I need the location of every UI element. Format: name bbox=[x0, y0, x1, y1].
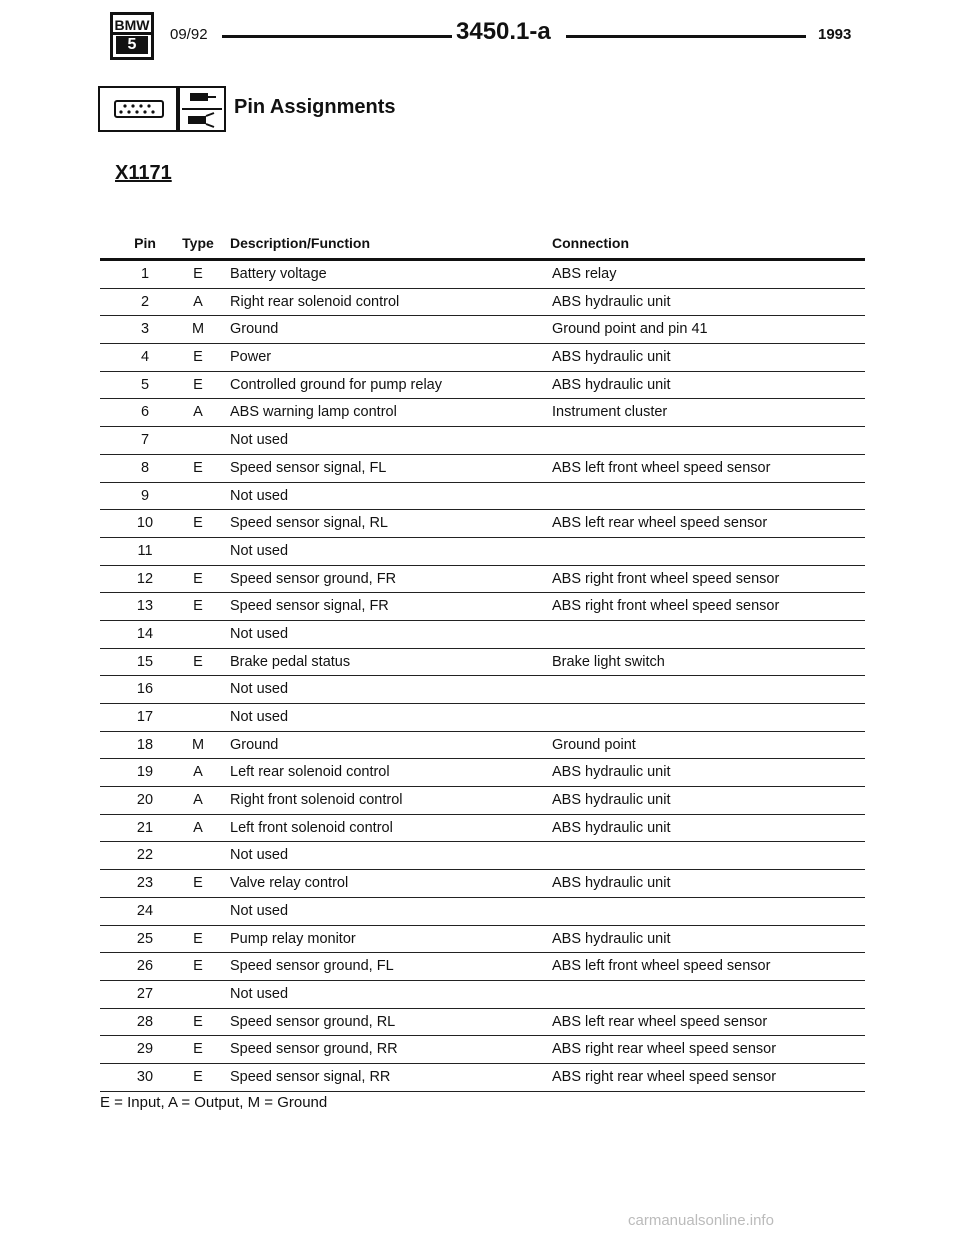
table-row bbox=[100, 1009, 865, 1037]
cell-connection: ABS right rear wheel speed sensor bbox=[552, 1068, 777, 1085]
cell-connection: ABS right front wheel speed sensor bbox=[552, 570, 780, 587]
cell-type: E bbox=[193, 266, 203, 282]
cell-pin: 3 bbox=[140, 321, 150, 338]
cell-type: E bbox=[193, 459, 203, 476]
cell-description: Ground bbox=[230, 736, 279, 753]
cell-type: E bbox=[193, 875, 203, 892]
table-row bbox=[100, 510, 865, 538]
cell-type: E bbox=[193, 376, 203, 393]
cell-type: E bbox=[193, 930, 203, 947]
table-row bbox=[100, 427, 865, 455]
cell-pin: 30 bbox=[136, 1068, 154, 1085]
title-icon-group bbox=[98, 86, 228, 134]
cell-type: E bbox=[193, 958, 203, 975]
cell-pin: 21 bbox=[136, 819, 154, 836]
cell-connection: Ground point bbox=[552, 736, 636, 753]
table-row bbox=[100, 732, 865, 760]
cell-type: M bbox=[191, 321, 205, 338]
header-rule-right bbox=[566, 35, 806, 38]
cell-type: A bbox=[193, 819, 203, 836]
cell-description: ABS warning lamp control bbox=[230, 404, 397, 421]
pin-assignment-table bbox=[100, 232, 865, 1092]
table-header bbox=[100, 232, 865, 258]
cell-description: Valve relay control bbox=[230, 875, 349, 892]
cell-pin: 24 bbox=[136, 902, 154, 919]
table-row bbox=[100, 289, 865, 317]
cell-pin: 7 bbox=[140, 432, 150, 449]
table-row bbox=[100, 316, 865, 344]
cell-pin: 12 bbox=[136, 570, 154, 587]
cell-pin: 1 bbox=[140, 266, 150, 282]
header-pin: Pin bbox=[134, 235, 156, 251]
cell-description: Not used bbox=[230, 847, 289, 864]
cell-description: Not used bbox=[230, 625, 289, 642]
cell-pin: 11 bbox=[137, 542, 153, 559]
cell-description: Pump relay monitor bbox=[230, 930, 356, 947]
table-row bbox=[100, 649, 865, 677]
cell-type: E bbox=[193, 349, 203, 366]
table-row bbox=[100, 1064, 865, 1092]
cell-description: Speed sensor ground, RR bbox=[230, 1041, 398, 1058]
pin-terminal-icon bbox=[178, 86, 226, 132]
cell-description: Brake pedal status bbox=[230, 653, 351, 670]
cell-pin: 18 bbox=[136, 736, 154, 753]
cell-type: A bbox=[193, 764, 203, 781]
table-row bbox=[100, 538, 865, 566]
bmw-5-series-logo bbox=[110, 12, 154, 60]
cell-type: E bbox=[193, 1041, 203, 1058]
cell-connection: ABS right front wheel speed sensor bbox=[552, 598, 780, 615]
table-row bbox=[100, 1036, 865, 1064]
cell-description: Not used bbox=[230, 432, 289, 449]
table-row bbox=[100, 953, 865, 981]
cell-connection: Brake light switch bbox=[552, 653, 665, 670]
header-type: Type bbox=[182, 235, 214, 251]
cell-pin: 22 bbox=[136, 847, 154, 864]
table-row bbox=[100, 842, 865, 870]
cell-description: Power bbox=[230, 349, 272, 366]
header-description: Description/Function bbox=[230, 235, 370, 251]
cell-pin: 2 bbox=[140, 293, 150, 310]
cell-connection: ABS hydraulic unit bbox=[552, 764, 671, 781]
cell-connection: ABS left rear wheel speed sensor bbox=[552, 1013, 768, 1030]
cell-description: Ground bbox=[230, 321, 279, 338]
cell-description: Speed sensor signal, FR bbox=[230, 598, 389, 615]
table-row bbox=[100, 261, 865, 289]
cell-description: Speed sensor ground, FR bbox=[230, 570, 397, 587]
table-row bbox=[100, 483, 865, 511]
cell-connection: ABS right rear wheel speed sensor bbox=[552, 1041, 777, 1058]
table-row bbox=[100, 566, 865, 594]
logo-brand: BMW bbox=[114, 17, 150, 33]
cell-connection: ABS hydraulic unit bbox=[552, 819, 671, 836]
connector-face-icon bbox=[98, 86, 178, 132]
page-header bbox=[0, 0, 960, 70]
cell-pin: 10 bbox=[136, 515, 154, 532]
cell-type: E bbox=[193, 653, 203, 670]
cell-description: Not used bbox=[230, 542, 289, 559]
table-body bbox=[100, 261, 865, 1092]
cell-type: A bbox=[193, 792, 203, 809]
cell-description: Right front solenoid control bbox=[230, 792, 403, 809]
cell-type: E bbox=[193, 1013, 203, 1030]
table-row bbox=[100, 759, 865, 787]
table-row bbox=[100, 593, 865, 621]
header-year: 1993 bbox=[818, 26, 852, 43]
cell-description: Not used bbox=[230, 709, 289, 725]
cell-pin: 9 bbox=[140, 487, 150, 504]
table-row bbox=[100, 981, 865, 1009]
header-connection: Connection bbox=[552, 235, 629, 251]
cell-connection: ABS relay bbox=[552, 266, 617, 282]
document-code: 3450.1-a bbox=[456, 18, 551, 45]
cell-pin: 8 bbox=[140, 459, 150, 476]
cell-pin: 20 bbox=[136, 792, 154, 809]
cell-type: E bbox=[193, 570, 203, 587]
cell-description: Not used bbox=[230, 487, 289, 504]
cell-connection: ABS hydraulic unit bbox=[552, 875, 671, 892]
table-row bbox=[100, 676, 865, 704]
cell-pin: 26 bbox=[136, 958, 154, 975]
cell-description: Not used bbox=[230, 902, 289, 919]
table-row bbox=[100, 898, 865, 926]
header-rule-left bbox=[222, 35, 452, 38]
table-row bbox=[100, 621, 865, 649]
table-row bbox=[100, 704, 865, 732]
watermark: carmanualsonline.info bbox=[628, 1212, 774, 1229]
table-row bbox=[100, 455, 865, 483]
cell-pin: 29 bbox=[136, 1041, 154, 1058]
cell-description: Battery voltage bbox=[230, 266, 327, 282]
cell-pin: 17 bbox=[136, 709, 154, 725]
page-title: Pin Assignments bbox=[234, 96, 396, 118]
logo-series: 5 bbox=[116, 36, 148, 54]
cell-connection: ABS hydraulic unit bbox=[552, 349, 671, 366]
cell-type: E bbox=[193, 1068, 203, 1085]
cell-connection: ABS left front wheel speed sensor bbox=[552, 958, 771, 975]
table-row bbox=[100, 344, 865, 372]
cell-pin: 13 bbox=[136, 598, 154, 615]
cell-description: Not used bbox=[230, 681, 289, 698]
table-row bbox=[100, 787, 865, 815]
cell-description: Speed sensor signal, FL bbox=[230, 459, 387, 476]
cell-connection: ABS hydraulic unit bbox=[552, 293, 671, 310]
cell-connection: Instrument cluster bbox=[552, 404, 668, 421]
cell-connection: ABS hydraulic unit bbox=[552, 792, 671, 809]
table-row bbox=[100, 926, 865, 954]
table-row bbox=[100, 372, 865, 400]
cell-description: Controlled ground for pump relay bbox=[230, 376, 442, 393]
cell-type: M bbox=[191, 736, 205, 753]
cell-connection: ABS hydraulic unit bbox=[552, 930, 671, 947]
cell-type: A bbox=[193, 293, 203, 310]
cell-type: E bbox=[193, 598, 203, 615]
cell-pin: 16 bbox=[136, 681, 154, 698]
cell-connection: ABS hydraulic unit bbox=[552, 376, 671, 393]
cell-pin: 6 bbox=[140, 404, 150, 421]
header-date: 09/92 bbox=[170, 26, 208, 43]
cell-pin: 4 bbox=[140, 349, 150, 366]
cell-pin: 5 bbox=[140, 376, 150, 393]
cell-pin: 23 bbox=[136, 875, 154, 892]
table-row bbox=[100, 870, 865, 898]
cell-description: Speed sensor signal, RR bbox=[230, 1068, 391, 1085]
cell-pin: 27 bbox=[136, 985, 154, 1002]
cell-type: E bbox=[193, 515, 203, 532]
cell-description: Right rear solenoid control bbox=[230, 293, 400, 310]
cell-pin: 15 bbox=[136, 653, 154, 670]
table-row bbox=[100, 399, 865, 427]
cell-connection: ABS left rear wheel speed sensor bbox=[552, 515, 768, 532]
cell-connection: Ground point and pin 41 bbox=[552, 321, 708, 338]
cell-pin: 19 bbox=[136, 764, 154, 781]
cell-description: Left front solenoid control bbox=[230, 819, 393, 836]
cell-pin: 14 bbox=[136, 625, 154, 642]
cell-description: Speed sensor signal, RL bbox=[230, 515, 388, 532]
cell-type: A bbox=[193, 404, 203, 421]
cell-pin: 28 bbox=[136, 1013, 154, 1030]
cell-connection: ABS left front wheel speed sensor bbox=[552, 459, 771, 476]
cell-description: Left rear solenoid control bbox=[230, 764, 390, 781]
connector-id: X1171 bbox=[115, 162, 172, 184]
cell-description: Speed sensor ground, RL bbox=[230, 1013, 396, 1030]
cell-description: Speed sensor ground, FL bbox=[230, 958, 394, 975]
table-row bbox=[100, 815, 865, 843]
type-legend: E = Input, A = Output, M = Ground bbox=[100, 1094, 328, 1111]
cell-pin: 25 bbox=[136, 930, 154, 947]
cell-description: Not used bbox=[230, 985, 289, 1002]
